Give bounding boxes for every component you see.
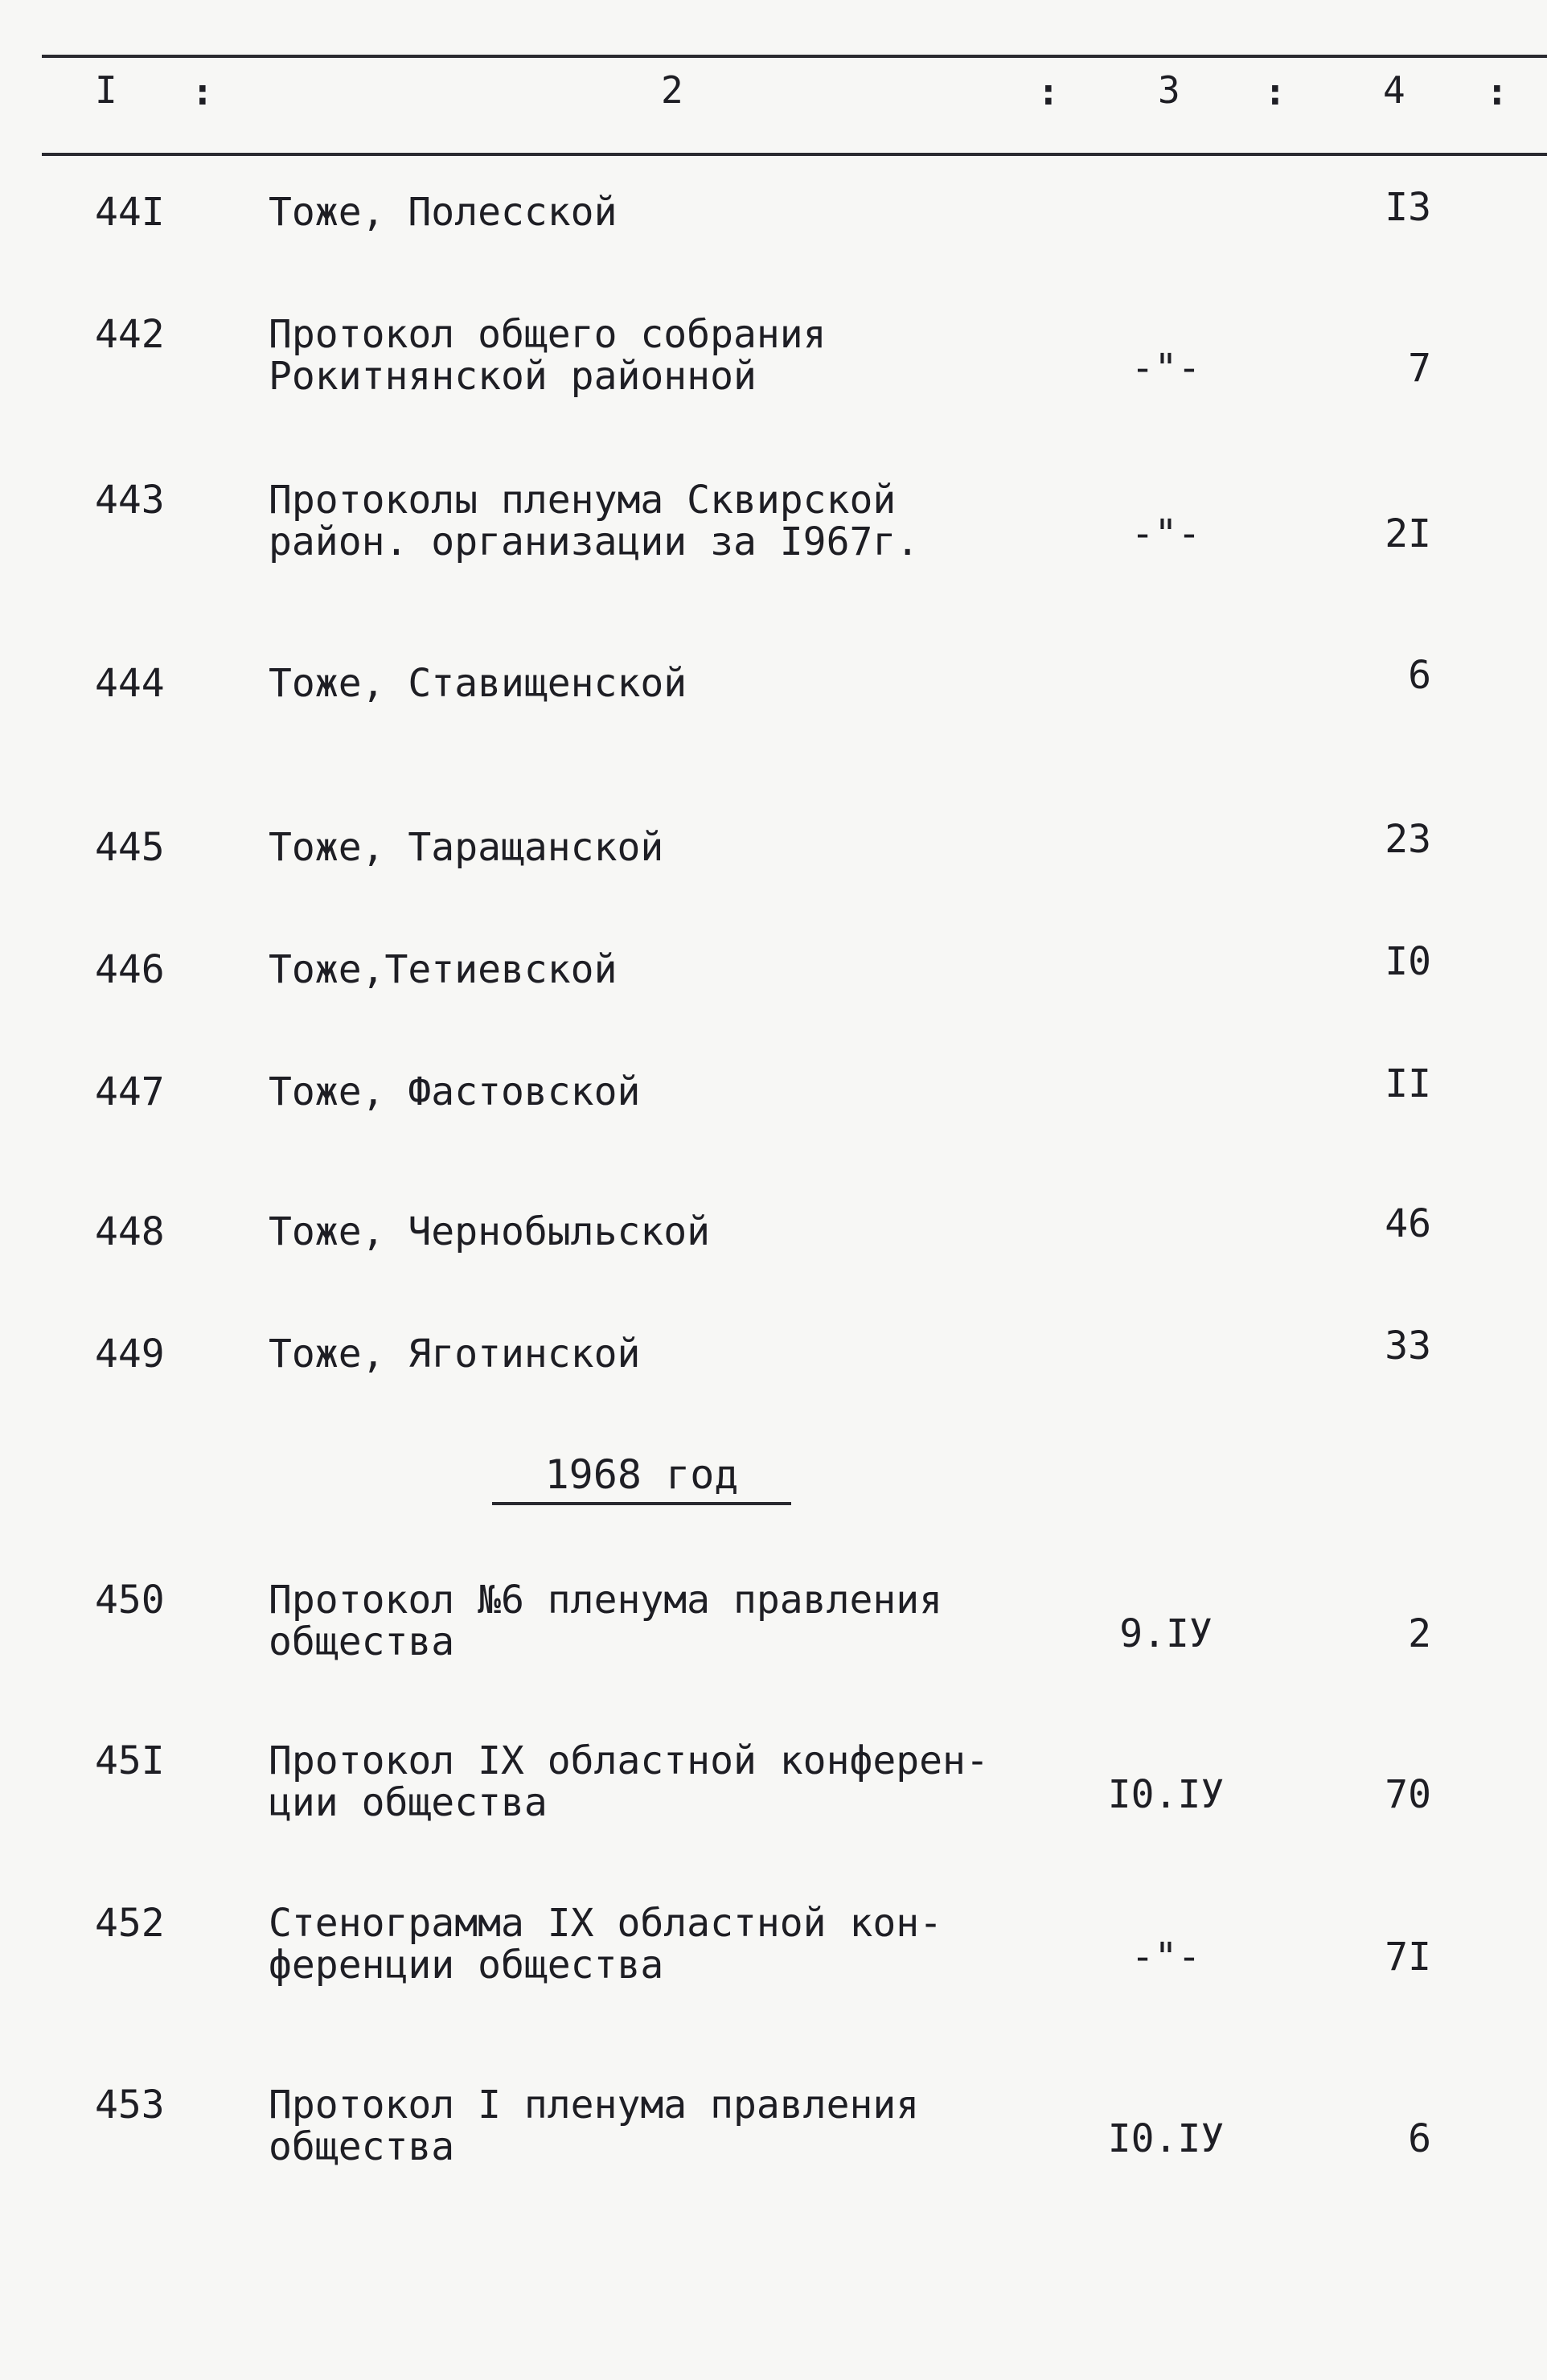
record-page-count: II [1385, 1061, 1431, 1106]
record-page-count: 70 [1385, 1772, 1431, 1817]
record-date: -"- [1130, 346, 1201, 391]
record-page-count: 33 [1385, 1323, 1431, 1368]
record-date: -"- [1130, 511, 1201, 556]
record-date: I0.IУ [1107, 1772, 1225, 1817]
record-title: Тоже, Чернобыльской [269, 1209, 711, 1254]
record-title: Протокол I пленума правления общества [269, 2082, 920, 2169]
record-number: 44I [95, 190, 165, 235]
header-bottom-rule [42, 153, 1547, 156]
header-separator: : [1486, 70, 1508, 113]
record-page-count: 6 [1408, 653, 1431, 698]
record-title: Протокол №6 пленума правления общества [269, 1578, 943, 1664]
record-number: 444 [95, 661, 165, 706]
record-page-count: 46 [1385, 1201, 1431, 1246]
record-title: Тоже, Яготинской [269, 1332, 641, 1377]
record-title: Тоже,Тетиевской [269, 947, 618, 992]
header-col-2: 2 [661, 68, 683, 112]
record-number: 446 [95, 947, 165, 992]
record-number: 443 [95, 478, 165, 523]
record-page-count: I3 [1385, 185, 1431, 230]
record-page-count: 7I [1385, 1935, 1431, 1980]
record-title: Тоже, Фастовской [269, 1069, 641, 1114]
year-section-heading: 1968 год [492, 1451, 791, 1505]
record-title: Тоже, Ставищенской [269, 661, 687, 706]
record-number: 45I [95, 1738, 165, 1783]
record-title: Протокол IX областной конферен- ции общества [269, 1738, 989, 1825]
record-number: 453 [95, 2082, 165, 2128]
header-col-4: 4 [1383, 68, 1405, 112]
record-title: Тоже, Полесской [269, 190, 618, 235]
header-col-1: I [95, 68, 117, 112]
record-number: 448 [95, 1209, 165, 1254]
record-page-count: 6 [1408, 2116, 1431, 2161]
record-page-count: 2 [1408, 1611, 1431, 1656]
record-title: Протокол общего собрания Рокитнянской районной [269, 312, 827, 399]
record-number: 442 [95, 312, 165, 357]
record-page-count: 23 [1385, 817, 1431, 862]
header-separator: : [1264, 70, 1286, 113]
record-date: 9.IУ [1119, 1611, 1213, 1656]
record-number: 449 [95, 1332, 165, 1377]
record-page-count: 7 [1408, 346, 1431, 391]
record-number: 452 [95, 1901, 165, 1946]
record-number: 447 [95, 1069, 165, 1114]
header-col-3: 3 [1158, 68, 1180, 112]
record-number: 450 [95, 1578, 165, 1623]
record-date: -"- [1130, 1935, 1201, 1980]
record-page-count: 2I [1385, 511, 1431, 556]
record-title: Тоже, Таращанской [269, 825, 664, 870]
record-title: Стенограмма IX областной кон- ференции общества [269, 1901, 943, 1988]
record-title: Протоколы пленума Сквирской район. организации за I967г. [269, 478, 920, 564]
record-date: I0.IУ [1107, 2116, 1225, 2161]
record-number: 445 [95, 825, 165, 870]
header-separator: : [191, 70, 214, 113]
header-separator: : [1037, 70, 1060, 113]
record-page-count: I0 [1385, 939, 1431, 984]
header-top-rule [42, 55, 1547, 58]
